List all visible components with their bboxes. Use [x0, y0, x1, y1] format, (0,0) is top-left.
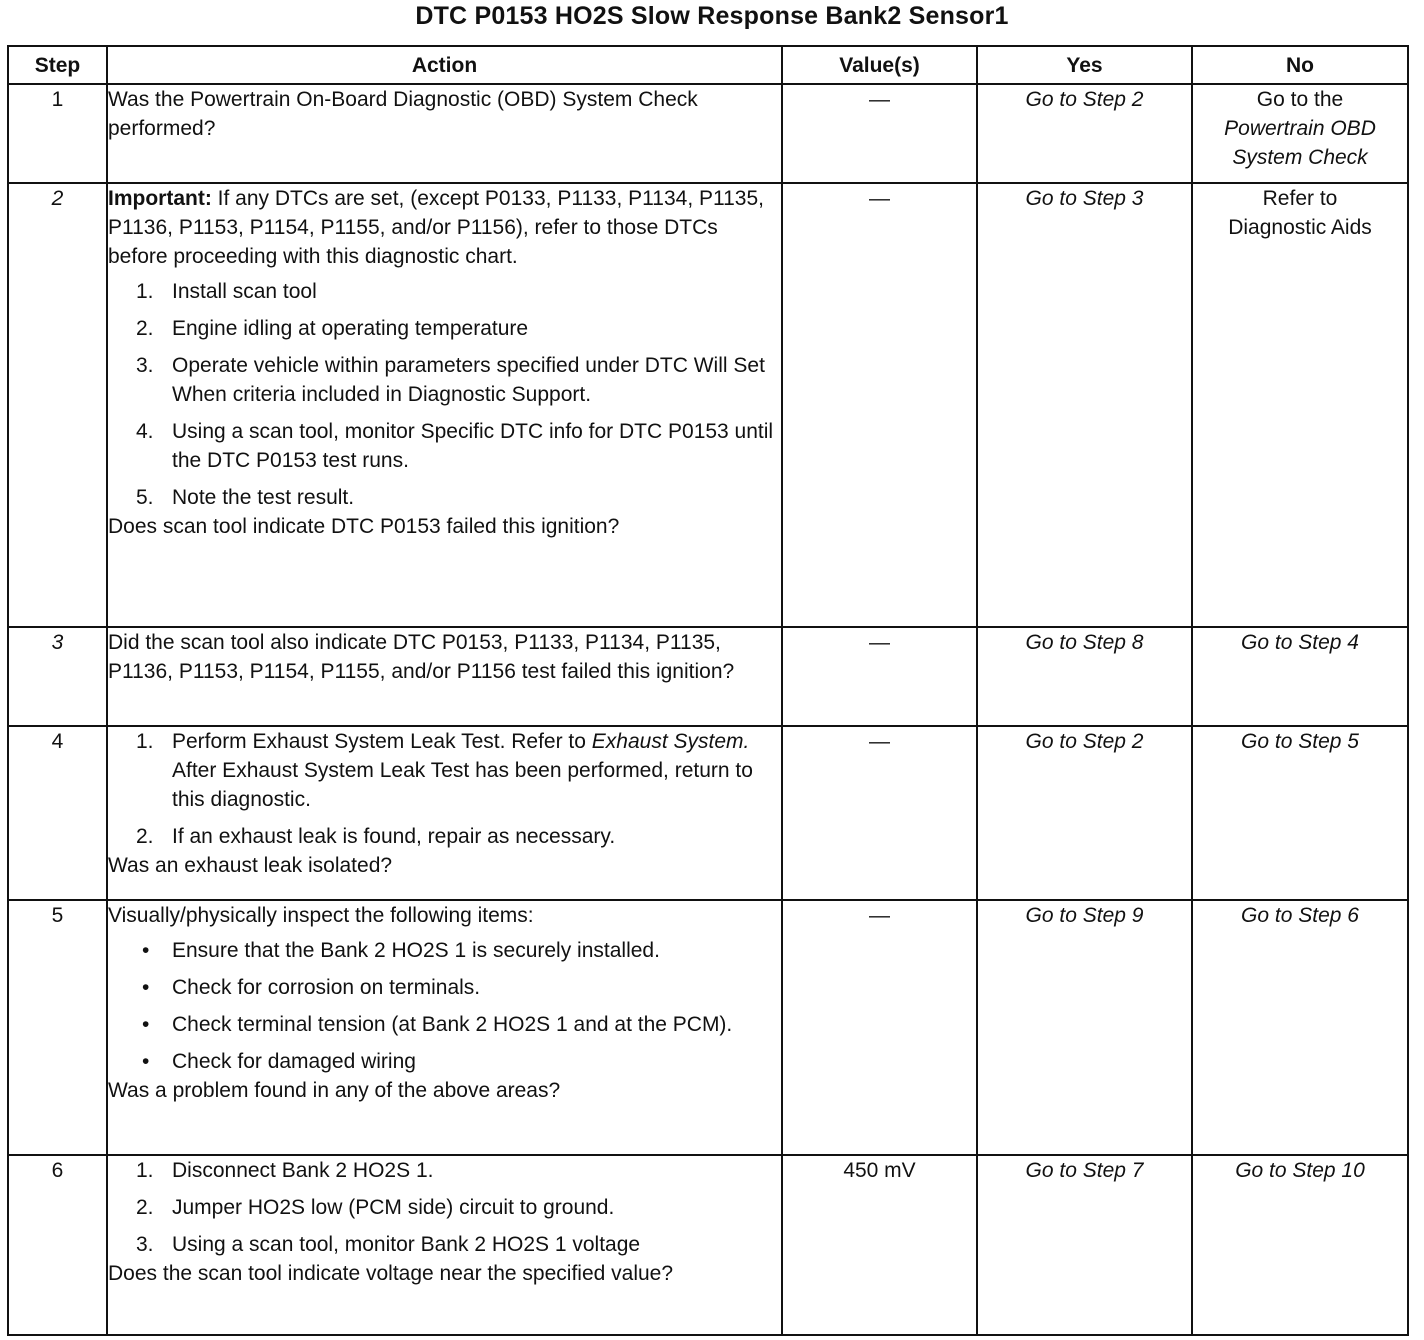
list-item: 3. Operate vehicle within parameters specified under DTC Will Set When criteria included in Diagnostic Support. [136, 354, 765, 406]
yes-cell: Go to Step 9 [977, 900, 1192, 1155]
table-header-row [8, 46, 1408, 84]
value-cell: — [782, 627, 977, 726]
action-cell [107, 726, 782, 900]
list-item: • Check for corrosion on terminals. [142, 976, 481, 999]
page-title: DTC P0153 HO2S Slow Response Bank2 Sensor1 [415, 2, 1009, 30]
step-number: 4 [8, 726, 107, 900]
procedure-list [108, 727, 781, 851]
yes-cell: Go to Step 8 [977, 627, 1192, 726]
no-cell [1192, 84, 1408, 183]
step-number: 5 [8, 900, 107, 1155]
yes-cell: Go to Step 2 [977, 726, 1192, 900]
action-cell [107, 1155, 782, 1335]
no-cell: Go to Step 4 [1192, 627, 1408, 726]
no-reference: Powertrain OBD System Check [1224, 117, 1376, 169]
column-header-values: Value(s) [782, 46, 977, 84]
value-cell: — [782, 84, 977, 183]
list-item: • Ensure that the Bank 2 HO2S 1 is securely installed. [142, 939, 660, 962]
action-cell [107, 900, 782, 1155]
action-cell [107, 183, 782, 627]
step-number: 3 [8, 627, 107, 726]
no-reference: Refer to Diagnostic Aids [1228, 187, 1372, 239]
important-note [108, 184, 781, 271]
action-text: Was the Powertrain On-Board Diagnostic (OBD) System Check performed? [108, 88, 698, 140]
column-header-no: No [1192, 46, 1408, 84]
step-number: 1 [8, 84, 107, 183]
column-header-yes: Yes [977, 46, 1192, 84]
question-text: Does the scan tool indicate voltage near the specified value? [108, 1262, 674, 1285]
value-cell: — [782, 183, 977, 627]
value-cell: 450 mV [782, 1155, 977, 1335]
list-item: 1. Perform Exhaust System Leak Test. Refer to Exhaust System. After Exhaust System Leak Test has been performed, return to this diagnostic. [136, 730, 753, 811]
table-row [8, 183, 1408, 627]
no-cell: Go to Step 5 [1192, 726, 1408, 900]
yes-cell: Go to Step 3 [977, 183, 1192, 627]
no-cell [1192, 183, 1408, 627]
procedure-list [108, 277, 781, 512]
list-item: 1. Install scan tool [136, 280, 317, 303]
yes-cell: Go to Step 7 [977, 1155, 1192, 1335]
step-number: 6 [8, 1155, 107, 1335]
action-cell [107, 627, 782, 726]
table-row [8, 900, 1408, 1155]
no-prefix: Go to the [1256, 88, 1344, 111]
inspection-list [108, 936, 781, 1076]
table-row [8, 84, 1408, 183]
action-cell [107, 84, 782, 183]
yes-cell: Go to Step 2 [977, 84, 1192, 183]
question-text: Was a problem found in any of the above areas? [108, 1079, 561, 1102]
procedure-list [108, 1156, 781, 1259]
list-item: 4. Using a scan tool, monitor Specific DTC info for DTC P0153 until the DTC P0153 test runs. [136, 420, 774, 472]
value-cell: — [782, 900, 977, 1155]
table-row [8, 1155, 1408, 1335]
list-item: • Check terminal tension (at Bank 2 HO2S 1 and at the PCM). [142, 1013, 733, 1036]
list-item: 1. Disconnect Bank 2 HO2S 1. [136, 1159, 434, 1182]
action-text: Did the scan tool also indicate DTC P0153, P1133, P1134, P1135, P1136, P1153, P1154, P1155, and/or P1156 test failed this ignition? [108, 631, 735, 683]
step-number: 2 [8, 183, 107, 627]
question-text: Does scan tool indicate DTC P0153 failed this ignition? [108, 515, 620, 538]
list-item: 5. Note the test result. [136, 486, 355, 509]
value-cell: — [782, 726, 977, 900]
list-item: 3. Using a scan tool, monitor Bank 2 HO2S 1 voltage [136, 1233, 641, 1256]
question-text: Was an exhaust leak isolated? [108, 854, 393, 877]
list-item: • Check for damaged wiring [142, 1050, 416, 1073]
table-row [8, 627, 1408, 726]
important-label: Important: [108, 187, 212, 210]
table-row [8, 726, 1408, 900]
list-item: 2. Engine idling at operating temperature [136, 317, 529, 340]
no-cell: Go to Step 6 [1192, 900, 1408, 1155]
column-header-step: Step [8, 46, 107, 84]
important-text: If any DTCs are set, (except P0133, P1133, P1134, P1135, P1136, P1153, P1154, P1155, and/or P1156), refer to those DTCs before proceeding with this diagnostic chart. [108, 187, 764, 268]
inspection-intro: Visually/physically inspect the following items: [108, 904, 534, 927]
list-item: 2. If an exhaust leak is found, repair as necessary. [136, 825, 616, 848]
list-item: 2. Jumper HO2S low (PCM side) circuit to ground. [136, 1196, 615, 1219]
diagnostic-table [7, 45, 1409, 1336]
column-header-action: Action [107, 46, 782, 84]
no-cell: Go to Step 10 [1192, 1155, 1408, 1335]
